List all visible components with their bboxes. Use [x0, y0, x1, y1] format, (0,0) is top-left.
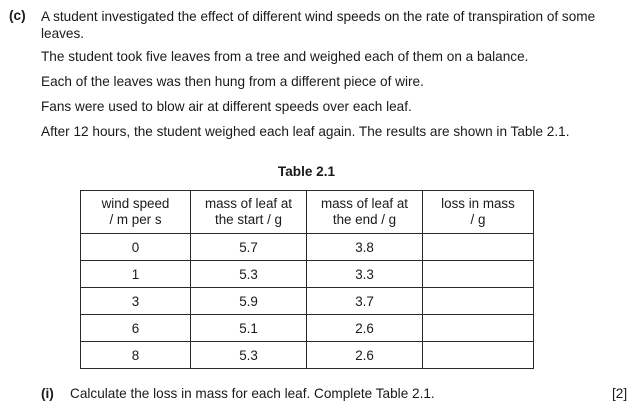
question-intro: A student investigated the effect of different wind speeds on the rate of transpiration of some leaves.: [41, 9, 596, 41]
cell-wind-speed: 3: [81, 288, 191, 315]
cell-mass-start: 5.3: [191, 261, 307, 288]
header-mass-start: mass of leaf at the start / g: [191, 191, 307, 234]
question-line-3: Fans were used to blow air at different speeds over each leaf.: [41, 99, 412, 114]
table-row: [81, 315, 534, 342]
cell-wind-speed: 1: [81, 261, 191, 288]
cell-loss-in-mass[interactable]: [423, 234, 534, 261]
marks-label: [2]: [612, 386, 628, 401]
table-row: [81, 234, 534, 261]
header-mass-end: mass of leaf at the end / g: [307, 191, 423, 234]
cell-mass-start: 5.7: [191, 234, 307, 261]
cell-mass-end: 3.8: [307, 234, 423, 261]
cell-wind-speed: 8: [81, 342, 191, 369]
cell-loss-in-mass[interactable]: [423, 288, 534, 315]
table-title: Table 2.1: [277, 164, 336, 179]
cell-wind-speed: 6: [81, 315, 191, 342]
subquestion-label: (i): [41, 386, 54, 401]
cell-loss-in-mass[interactable]: [423, 315, 534, 342]
header-wind-speed: wind speed / m per s: [81, 191, 191, 234]
cell-mass-start: 5.1: [191, 315, 307, 342]
cell-mass-end: 3.3: [307, 261, 423, 288]
table-row: [81, 342, 534, 369]
question-line-4: After 12 hours, the student weighed each leaf again. The results are shown in Table 2.1.: [41, 124, 570, 139]
cell-mass-end: 2.6: [307, 342, 423, 369]
cell-loss-in-mass[interactable]: [423, 342, 534, 369]
results-table: [80, 190, 534, 369]
table-header-row: [81, 191, 534, 234]
cell-mass-end: 2.6: [307, 315, 423, 342]
question-part-label: (c): [9, 8, 26, 23]
cell-mass-start: 5.3: [191, 342, 307, 369]
subquestion-text: Calculate the loss in mass for each leaf. Complete Table 2.1.: [70, 386, 435, 401]
cell-mass-end: 3.7: [307, 288, 423, 315]
cell-mass-start: 5.9: [191, 288, 307, 315]
cell-wind-speed: 0: [81, 234, 191, 261]
header-loss-in-mass: loss in mass / g: [423, 191, 534, 234]
cell-loss-in-mass[interactable]: [423, 261, 534, 288]
table-row: [81, 288, 534, 315]
table-row: [81, 261, 534, 288]
question-line-1: The student took five leaves from a tree and weighed each of them on a balance.: [41, 49, 529, 64]
question-line-2: Each of the leaves was then hung from a different piece of wire.: [41, 74, 424, 89]
